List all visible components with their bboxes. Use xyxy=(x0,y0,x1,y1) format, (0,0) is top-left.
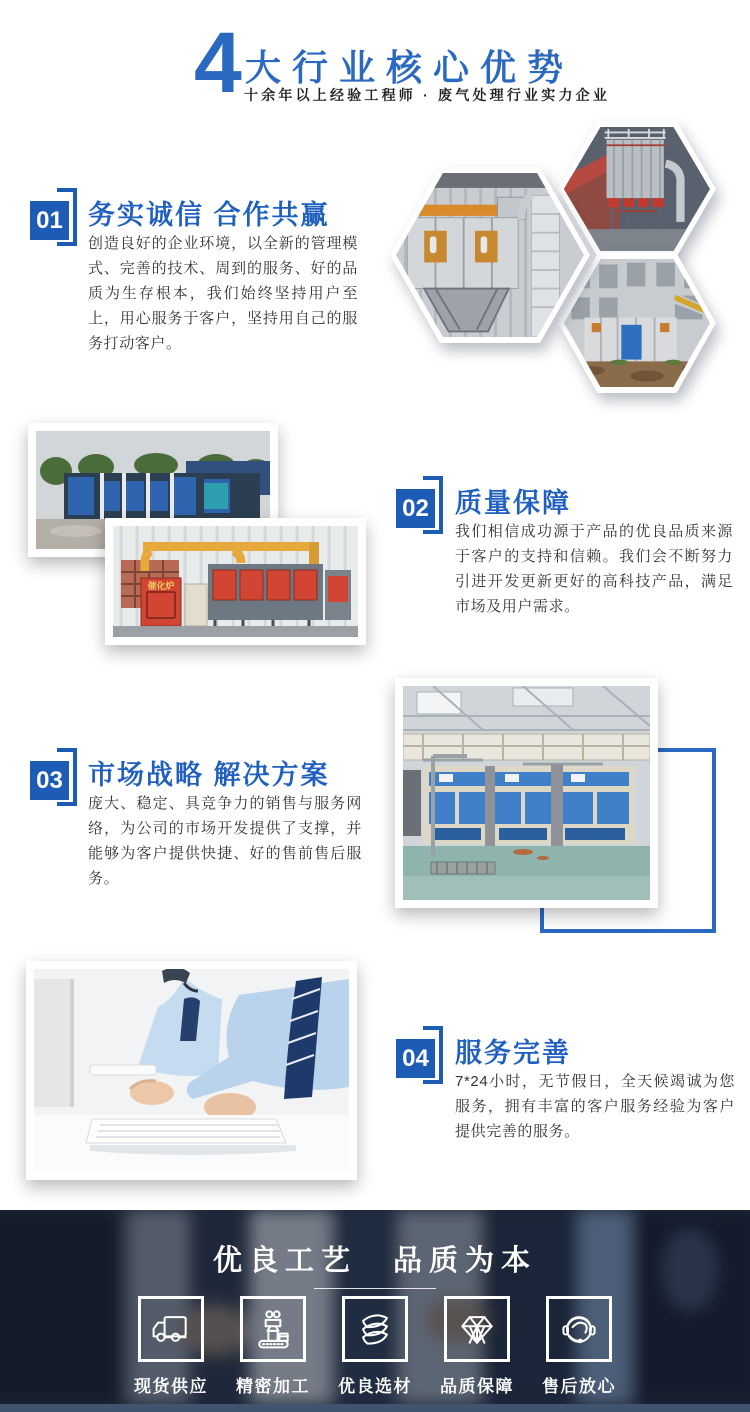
feature-label: 品质保障 xyxy=(440,1377,514,1396)
section-number: 03 xyxy=(30,761,69,800)
section-03-body: 庞大、稳定、具竞争力的销售与服务网络，为公司的市场开发提供了支撑，并能够为客户提供快捷、好的售前售后服务。 xyxy=(88,795,362,887)
industrial-photo-graphic xyxy=(396,173,584,337)
office-photo-graphic xyxy=(34,969,349,1172)
feature-quality-material xyxy=(335,1296,415,1397)
feature-stock-supply xyxy=(131,1296,211,1397)
headset-icon xyxy=(557,1307,601,1351)
feature-row xyxy=(0,1296,750,1397)
section-number: 04 xyxy=(396,1039,435,1078)
banner-title: 优良工艺 品质为本 xyxy=(212,1245,537,1277)
feature-quality-guarantee xyxy=(437,1296,517,1397)
section-number: 01 xyxy=(30,201,69,240)
feature-label: 优良选材 xyxy=(338,1377,412,1396)
diamond-icon xyxy=(455,1307,499,1351)
catalytic-furnace-photo-graphic xyxy=(113,526,358,637)
furnace-label-text: 催化炉 xyxy=(147,581,175,591)
photo-paint-booth-interior xyxy=(395,678,658,908)
feature-label: 现货供应 xyxy=(134,1377,208,1396)
feature-box xyxy=(444,1296,510,1362)
feature-box xyxy=(546,1296,612,1362)
page-subtitle: 十余年以上经验工程师 · 废气处理行业实力企业 xyxy=(244,87,611,103)
bottom-accent-strip xyxy=(0,1404,750,1412)
feature-box xyxy=(138,1296,204,1362)
layers-icon xyxy=(353,1307,397,1351)
section-01-body: 创造良好的企业环境，以全新的管理模式、完善的技术、周到的服务、好的品质为生存根本，我们始终坚持用户至上，用心服务于客户，坚持用自己的服务打动客户。 xyxy=(88,235,358,352)
workshop-photo-graphic xyxy=(403,686,650,900)
photo-catalytic-furnace xyxy=(105,518,366,645)
section-02-body: 我们相信成功源于产品的优良品质来源于客户的支持和信赖。我们会不断努力引进开发更新更好的高科技产品，满足市场及用户需求。 xyxy=(455,523,733,615)
feature-label: 售后放心 xyxy=(542,1377,616,1396)
feature-precision-machining xyxy=(233,1296,313,1397)
banner-divider xyxy=(314,1288,436,1289)
feature-box xyxy=(240,1296,306,1362)
feature-label: 精密加工 xyxy=(236,1377,310,1396)
hexagon-photo-equipment-closeup xyxy=(390,167,590,343)
machining-icon xyxy=(251,1307,295,1351)
section-02-title: 质量保障 xyxy=(455,488,571,518)
section-04-title: 服务完善 xyxy=(455,1038,571,1068)
section-03-title: 市场战略 解决方案 xyxy=(88,760,330,790)
feature-after-sales xyxy=(539,1296,619,1397)
feature-box xyxy=(342,1296,408,1362)
section-number: 02 xyxy=(396,489,435,528)
quality-banner xyxy=(0,1210,750,1404)
photo-customer-service-team xyxy=(26,961,357,1180)
page-title: 大行业核心优势 xyxy=(245,47,575,88)
section-04-body: 7*24小时，无节假日，全天候竭诚为您服务，拥有丰富的客户服务经验为客户提供完善的服务。 xyxy=(455,1073,735,1140)
section-01-title: 务实诚信 合作共赢 xyxy=(88,200,330,230)
header-big-number: 4 xyxy=(194,15,242,111)
truck-icon xyxy=(149,1307,193,1351)
